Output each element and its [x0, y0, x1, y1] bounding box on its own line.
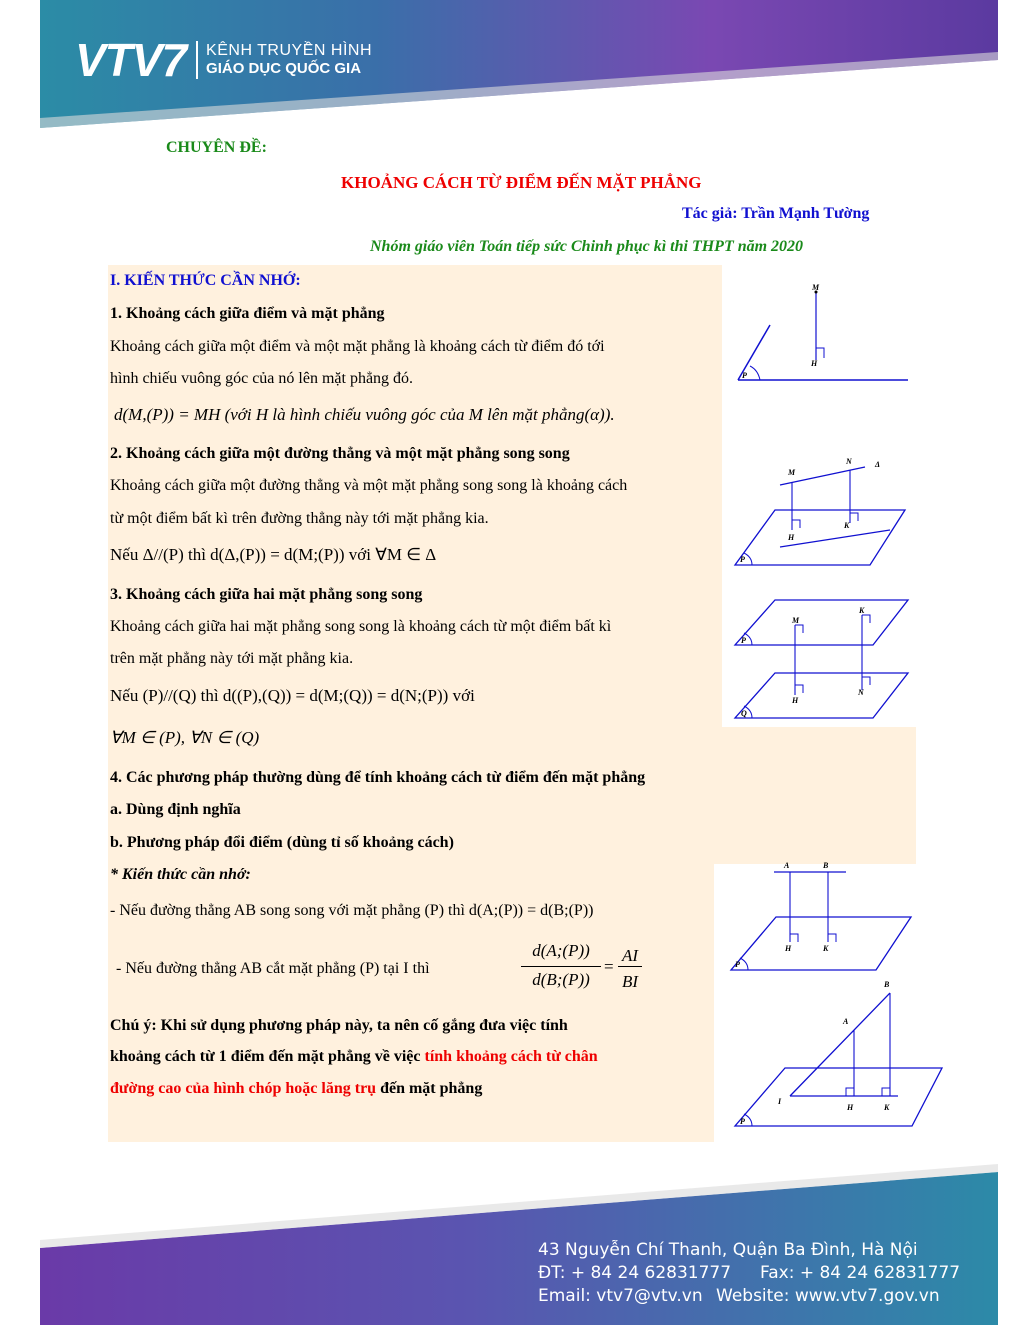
note-line1: Chú ý: Khi sử dụng phương pháp này, ta nên cố gắng đưa việc tính: [110, 1017, 568, 1034]
method-a: a. Dùng định nghĩa: [110, 801, 241, 818]
label-H: H: [792, 696, 799, 705]
rule-parallel: - Nếu đường thẳng AB song song với mặt phẳng (P) thì d(A;(P)) = d(B;(P)): [110, 902, 594, 919]
footer-fax: Fax: + 84 24 62831777: [760, 1263, 961, 1283]
label-N: N: [846, 457, 852, 466]
note-line3: [110, 1080, 482, 1098]
note-line2: [110, 1048, 598, 1066]
label-H: H: [847, 1103, 854, 1112]
note-heading: * Kiến thức cần nhớ:: [110, 866, 251, 883]
label-H: H: [785, 944, 792, 953]
subsection-4-heading: 4. Các phương pháp thường dùng để tính khoảng cách từ điểm đến mặt phẳng: [110, 769, 646, 786]
s3-formula-line1: Nếu (P)//(Q) thì d((P),(Q)) = d(M;(Q)) = d(N;(P)) với: [110, 686, 475, 705]
s1-paragraph-line2: hình chiếu vuông góc của nó lên mặt phẳng đó.: [110, 370, 414, 387]
s3-paragraph-line1: Khoảng cách giữa hai mặt phẳng song song là khoảng cách từ một điểm bất kì: [110, 618, 612, 635]
label-B: B: [884, 980, 890, 989]
label-A: A: [784, 861, 790, 870]
note-line2-text: khoảng cách từ 1 điểm đến mặt phẳng về việc: [110, 1048, 425, 1065]
label-M: M: [812, 283, 820, 292]
note-line2-highlight: tính khoảng cách từ chân: [424, 1048, 598, 1065]
section-heading: I. KIẾN THỨC CẦN NHỚ:: [110, 272, 301, 289]
subsection-2-heading: 2. Khoảng cách giữa một đường thẳng và một mặt phẳng song song: [110, 445, 570, 462]
logo-divider: [196, 41, 198, 79]
group-name: Nhóm giáo viên Toán tiếp sức Chinh phục kì thi THPT năm 2020: [370, 238, 804, 255]
label-M: M: [792, 616, 800, 625]
figure-parallel-planes: [730, 595, 915, 725]
ratio-denominator: d(B;(P)): [532, 970, 590, 989]
ratio-rhs-denominator: BI: [621, 972, 639, 991]
s1-paragraph-line1: Khoảng cách giữa một điểm và một mặt phẳng là khoảng cách từ điểm đó tới: [110, 338, 605, 355]
ratio-bar: [521, 966, 601, 967]
s1-formula: d(M,(P)) = MH (với H là hình chiếu vuông góc của M lên mặt phẳng(α)).: [114, 405, 615, 424]
figure-point-plane: [728, 280, 913, 395]
footer-address: 43 Nguyễn Chí Thanh, Quận Ba Đình, Hà Nội: [538, 1240, 918, 1260]
subsection-1-heading: 1. Khoảng cách giữa điểm và mặt phẳng: [110, 305, 385, 322]
logo-line-2: GIÁO DỤC QUỐC GIA: [206, 60, 362, 77]
figure-intersecting-segment: [730, 978, 945, 1128]
label-H: H: [788, 533, 795, 542]
footer-email[interactable]: Email: vtv7@vtv.vn: [538, 1286, 703, 1306]
s2-paragraph-line2: từ một điểm bất kì trên đường thẳng này tới mặt phẳng kia.: [110, 510, 489, 527]
s3-formula-line2: ∀M ∈ (P), ∀N ∈ (Q): [110, 728, 260, 747]
label-A: A: [843, 1017, 849, 1026]
vtv7-logo: [75, 34, 372, 86]
label-K: K: [884, 1103, 890, 1112]
method-b: b. Phương pháp đổi điểm (dùng tỉ số khoảng cách): [110, 834, 454, 851]
figure-parallel-segment: [726, 860, 916, 975]
note-line3-text: đến mặt phẳng: [376, 1080, 483, 1097]
label-delta: Δ: [875, 460, 881, 469]
footer-phone: ĐT: + 84 24 62831777: [538, 1263, 732, 1283]
note-line3-highlight: đường cao của hình chóp hoặc lăng trụ: [110, 1080, 377, 1097]
label-H: H: [811, 359, 818, 368]
label-K: K: [844, 521, 850, 530]
ratio-rhs-numerator: AI: [621, 946, 639, 965]
ratio-numerator: d(A;(P)): [532, 941, 590, 960]
rule-intersect: - Nếu đường thẳng AB cắt mặt phẳng (P) tại I thì: [116, 960, 430, 977]
label-M: M: [788, 468, 796, 477]
page-title: KHOẢNG CÁCH TỪ ĐIỂM ĐẾN MẶT PHẲNG: [341, 173, 702, 192]
label-K: K: [859, 606, 865, 615]
equals-sign: =: [604, 957, 614, 976]
s2-paragraph-line1: Khoảng cách giữa một đường thẳng và một mặt phẳng song song là khoảng cách: [110, 477, 628, 494]
label-B: B: [823, 861, 829, 870]
subsection-3-heading: 3. Khoảng cách giữa hai mặt phẳng song song: [110, 586, 423, 603]
s3-paragraph-line2: trên mặt phẳng này tới mặt phẳng kia.: [110, 650, 354, 667]
label-K: K: [823, 944, 829, 953]
footer-website[interactable]: Website: www.vtv7.gov.vn: [716, 1286, 940, 1306]
label-P: P: [740, 1117, 745, 1126]
label-P: P: [740, 555, 745, 564]
label-P: P: [741, 636, 746, 645]
author: Tác giả: Trần Mạnh Tường: [682, 205, 870, 222]
label-I: I: [778, 1097, 782, 1106]
label-P: P: [735, 960, 740, 969]
topic-label: CHUYÊN ĐỀ:: [166, 139, 267, 156]
label-Q: Q: [741, 709, 747, 718]
logo-mark: VTV7: [75, 34, 187, 86]
label-P: P: [742, 371, 747, 380]
label-N: N: [858, 688, 864, 697]
logo-line-1: KÊNH TRUYỀN HÌNH: [206, 42, 372, 59]
s2-formula: Nếu Δ//(P) thì d(Δ,(P)) = d(M;(P)) với ∀M ∈ Δ: [110, 545, 437, 564]
ratio-rhs-bar: [618, 966, 642, 967]
figure-line-plane: [730, 455, 915, 570]
